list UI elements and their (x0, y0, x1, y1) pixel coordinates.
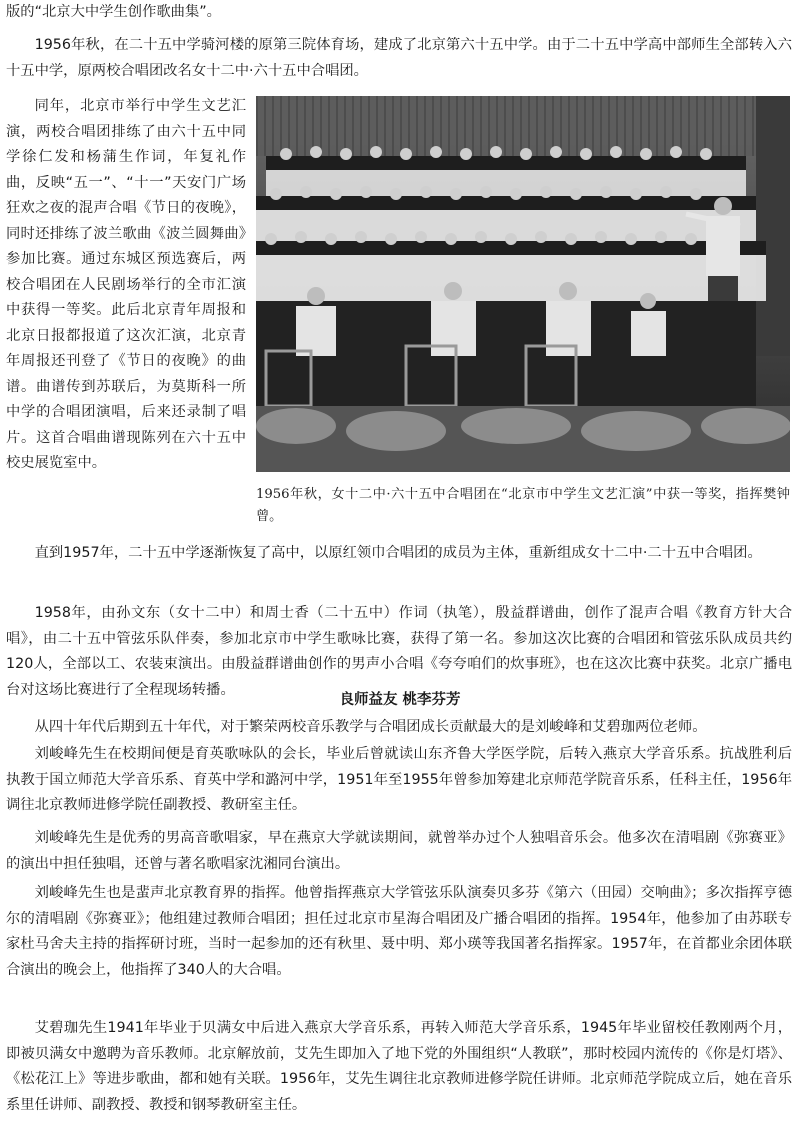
paragraph-ai-biography: 艾碧珈先生1941年毕业于贝满女中后进入燕京大学音乐系，再转入师范大学音乐系，1945年毕业留校任教刚两个月，即被贝满女中邀聘为音乐教师。北京解放前，艾先生即加入了地下党的外围组织“人教联”，那时校园内流传的《你是灯塔》、《松花江上》等进步歌曲，都和她有关联。1956年，艾先生调往北京教师进修学院任讲师。北京师范学院成立后，她在音乐系里任讲师、副教授、教授和钢琴教研室主任。 (6, 1020, 792, 1113)
paragraph-liu-conductor: 刘峻峰先生也是蜚声北京教育界的指挥。他曾指挥燕京大学管弦乐队演奏贝多芬《第六（田园）交响曲》；多次指挥亨德尔的清唱剧《弥赛亚》；他组建过教师合唱团；担任过北京市星海合唱团及广播合唱团的指挥。1954年，他参加了由苏联专家杜马舍夫主持的指挥研讨班，当时一起参加的还有秋里、聂中明、郑小瑛等我国著名指挥家。1957年，在首都业余团体联合演出的晚会上，他指挥了340人的大合唱。 (6, 885, 792, 978)
carryover-line: 版的“北京大中学生创作歌曲集”。 (6, 4, 221, 20)
paragraph-1957: 直到1957年，二十五中学逐渐恢复了高中，以原红领巾合唱团的成员为主体，重新组成女十二中·二十五中合唱团。 (34, 545, 762, 561)
paragraph-arts-festival: 同年，北京市举行中学生文艺汇演，两校合唱团排练了由六十五中同学徐仁发和杨蒲生作词，年复礼作曲，反映“五一”、“十一”天安门广场狂欢之夜的混声合唱《节日的夜晚》，同时还排练了波兰歌曲《波兰圆舞曲》参加比赛。通过东城区预选赛后，两校合唱团在人民剧场举行的全市汇演中获得一等奖。此后北京青年周报和北京日报都报道了这次汇演，北京青年周报还刊登了《节日的夜晚》的曲谱。曲谱传到苏联后，为莫斯科一所中学的合唱团演唱，后来还录制了唱片。这首合唱曲谱现陈列在六十五中校史展览室中。 (6, 98, 246, 471)
paragraph-liu-biography: 刘峻峰先生在校期间便是育英歌咏队的会长，毕业后曾就读山东齐鲁大学医学院，后转入燕京大学音乐系。抗战胜利后执教于国立师范大学音乐系、育英中学和潞河中学，1951年至1955年曾参加筹建北京师范学院音乐系，任科主任，1956年调往北京教师进修学院任副教授、教研室主任。 (6, 746, 792, 813)
choir-photo-illustration (256, 96, 790, 472)
paragraph-liu-tenor: 刘峻峰先生是优秀的男高音歌唱家，早在燕京大学就读期间，就曾举办过个人独唱音乐会。他多次在清唱剧《弥赛亚》的演出中担任独唱，还曾与著名歌唱家沈湘同台演出。 (6, 830, 792, 872)
choir-photo (256, 96, 790, 472)
paragraph-1956-autumn: 1956年秋，在二十五中学骑河楼的原第三院体育场，建成了北京第六十五中学。由于二十五中学高中部师生全部转入六十五中学，原两校合唱团改名女十二中·六十五中合唱团。 (6, 37, 792, 79)
photo-caption: 1956年秋，女十二中·六十五中合唱团在“北京市中学生文艺汇演”中获一等奖，指挥樊钟曾。 (256, 487, 790, 524)
section-heading: 良师益友 桃李芬芳 (339, 692, 461, 708)
paragraph-teachers-intro: 从四十年代后期到五十年代，对于繁荣两校音乐教学与合唱团成长贡献最大的是刘峻峰和艾碧珈两位老师。 (34, 719, 707, 735)
paragraph-1958: 1958年，由孙文东（女十二中）和周士香（二十五中）作词（执笔），殷益群谱曲，创作了混声合唱《教育方针大合唱》，由二十五中管弦乐队伴奏，参加北京市中学生歌咏比赛，获得了第一名。参加这次比赛的合唱团和管弦乐队成员共约120人，全部以工、农装束演出。由殷益群谱曲创作的男声小合唱《夸夸咱们的炊事班》，也在这次比赛中获奖。北京广播电台对这场比赛进行了全程现场转播。 (6, 605, 792, 698)
